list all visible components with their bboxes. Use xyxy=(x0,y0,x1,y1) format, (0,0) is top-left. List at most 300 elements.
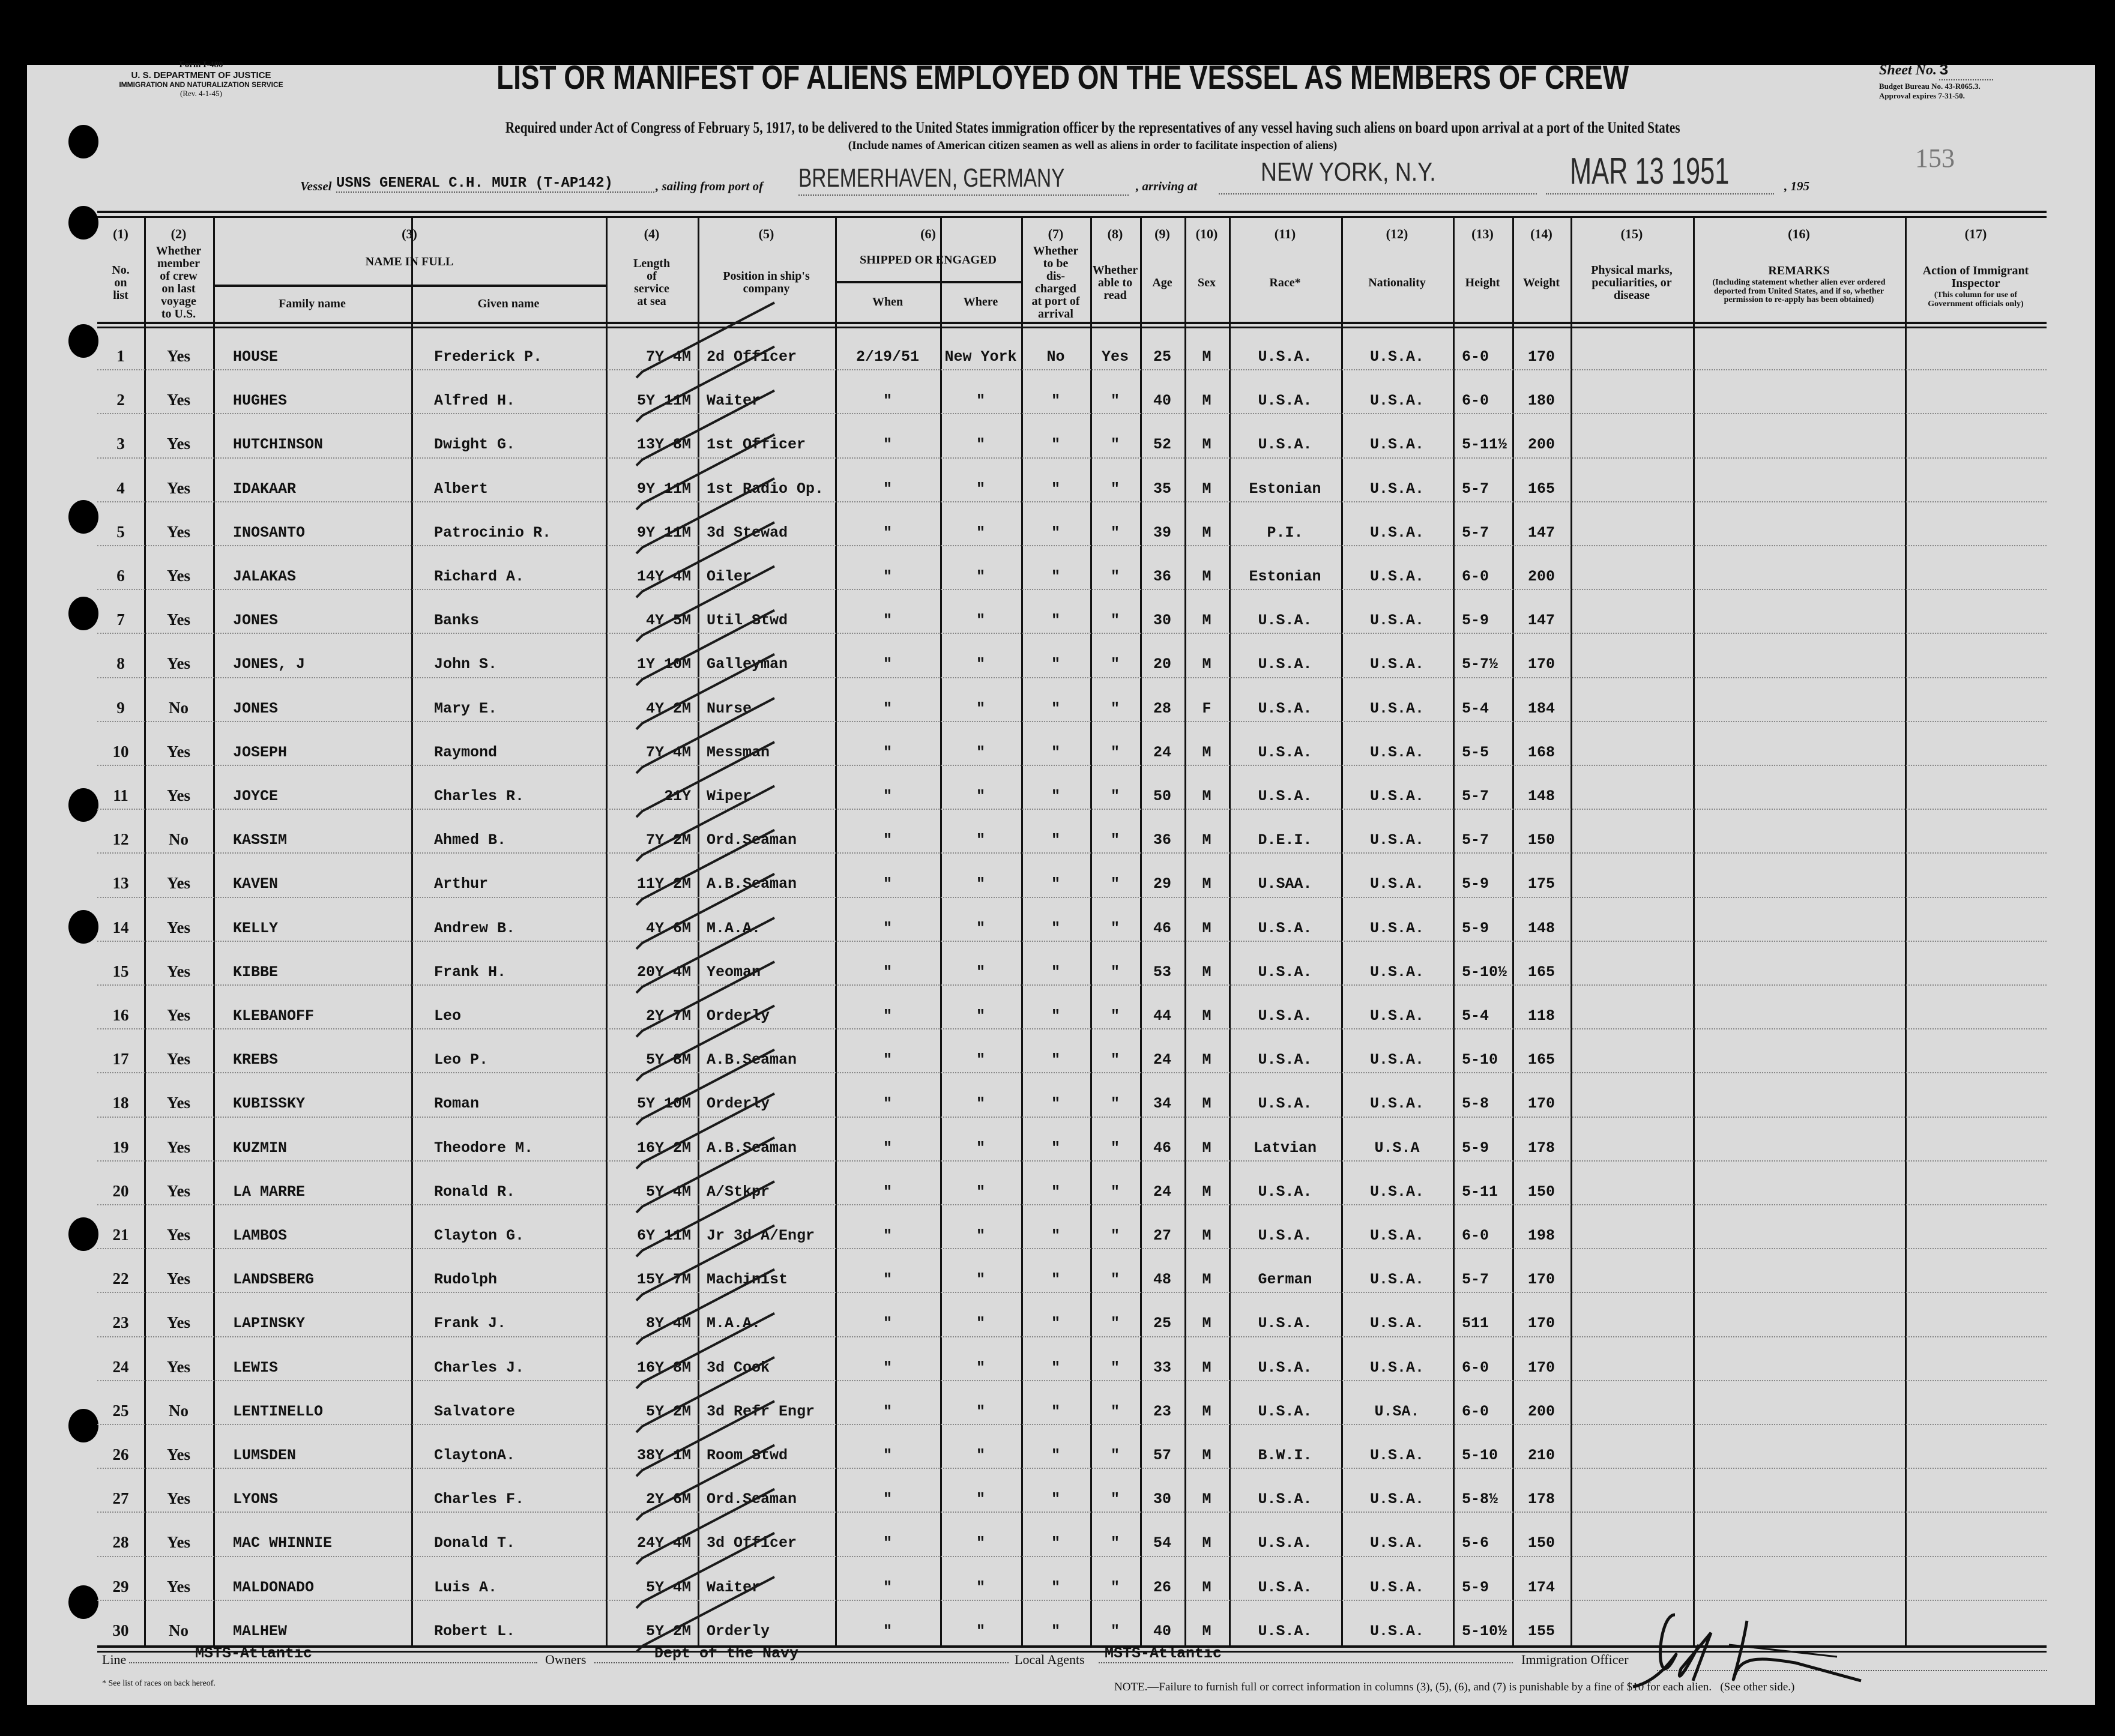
given-name: Robert L. xyxy=(434,1623,516,1640)
age: 54 xyxy=(1153,1534,1171,1552)
age: 25 xyxy=(1153,1315,1171,1332)
service-length: 5Y 11M xyxy=(636,392,691,409)
check-mark-icon xyxy=(636,1050,774,1125)
crew-last-voyage: Yes xyxy=(167,1358,190,1376)
form-department: U. S. DEPARTMENT OF JUSTICE xyxy=(131,70,271,80)
race: Estonian xyxy=(1249,480,1321,498)
check-mark-icon xyxy=(636,1401,774,1476)
sex: M xyxy=(1202,392,1211,409)
to-be-discharged: " xyxy=(1051,1359,1060,1376)
family-name: KELLY xyxy=(233,920,279,937)
age: 36 xyxy=(1153,568,1171,585)
service-length: 16Y 2M xyxy=(636,1139,691,1157)
height: 5-7 xyxy=(1462,831,1489,849)
column-number: (13) xyxy=(1471,226,1494,241)
given-name: Donald T. xyxy=(434,1534,516,1552)
given-name: Patrocinio R. xyxy=(434,524,552,541)
age: 30 xyxy=(1153,612,1171,629)
family-name: JALAKAS xyxy=(233,568,297,585)
nationality: U.S.A. xyxy=(1369,700,1424,717)
column-number: (4) xyxy=(644,226,660,241)
family-name: MALDONADO xyxy=(233,1579,315,1596)
race: U.S.A. xyxy=(1258,1051,1312,1068)
row-number: 18 xyxy=(112,1094,129,1112)
shipped-when: " xyxy=(883,875,892,893)
given-name: Ahmed B. xyxy=(434,831,507,849)
sex: M xyxy=(1202,1183,1211,1201)
race: U.SAA. xyxy=(1258,875,1312,893)
to-be-discharged: " xyxy=(1051,875,1060,893)
position: 3d Cook xyxy=(707,1359,770,1376)
column-label: REMARKS xyxy=(1768,264,1830,278)
given-name: Frank J. xyxy=(434,1315,507,1332)
position: 2d Officer xyxy=(707,348,797,366)
family-name: HOUSE xyxy=(233,348,279,366)
row-number: 21 xyxy=(112,1226,129,1244)
family-name: KAVEN xyxy=(233,875,279,893)
position: Orderly xyxy=(707,1007,770,1025)
check-mark-icon xyxy=(636,830,774,905)
check-mark-icon xyxy=(636,1489,774,1564)
check-mark-icon xyxy=(636,1181,774,1256)
shipped-when: " xyxy=(883,612,892,629)
check-mark-icon xyxy=(636,435,774,510)
family-name: KASSIM xyxy=(233,831,288,849)
able-to-read: " xyxy=(1110,480,1120,498)
shipped-when: " xyxy=(883,1139,892,1157)
check-mark-icon xyxy=(636,1138,774,1213)
given-name: Banks xyxy=(434,612,480,629)
height: 5-9 xyxy=(1462,612,1489,629)
check-mark-icon xyxy=(636,478,774,553)
able-to-read: " xyxy=(1110,1271,1120,1288)
sex: M xyxy=(1202,436,1211,453)
height: 6-0 xyxy=(1462,1227,1489,1244)
row-number: 1 xyxy=(116,347,125,365)
shipped-where: " xyxy=(976,436,985,453)
family-name: LENTINELLO xyxy=(233,1403,324,1420)
form-revision: (Rev. 4-1-45) xyxy=(180,89,222,98)
shipped-where: " xyxy=(976,1051,985,1068)
height: 5-9 xyxy=(1462,875,1489,893)
race: U.S.A. xyxy=(1258,612,1312,629)
sex: M xyxy=(1202,568,1211,585)
crew-last-voyage: Yes xyxy=(167,435,190,453)
column-number: (16) xyxy=(1788,226,1810,241)
able-to-read: " xyxy=(1110,1490,1120,1508)
local-agents-label: Local Agents xyxy=(1015,1652,1085,1667)
sex: M xyxy=(1202,1315,1211,1332)
race: U.S.A. xyxy=(1258,656,1312,673)
check-mark-icon xyxy=(636,1577,774,1652)
service-length: 4Y 2M xyxy=(645,700,691,717)
row-number: 4 xyxy=(116,479,125,497)
position: Orderly xyxy=(707,1095,770,1112)
race: U.S.A. xyxy=(1258,1315,1312,1332)
height: 5-7 xyxy=(1462,524,1489,541)
crew-last-voyage: No xyxy=(169,1621,189,1639)
race: P.I. xyxy=(1267,524,1303,541)
able-to-read: " xyxy=(1110,1227,1120,1244)
age: 53 xyxy=(1153,963,1171,981)
given-name: Frank H. xyxy=(434,963,507,981)
given-name: Mary E. xyxy=(434,700,498,717)
local-agents-value: MSTS-Atlantic xyxy=(1099,1645,1513,1663)
able-to-read: " xyxy=(1110,656,1120,673)
height: 5-10 xyxy=(1462,1051,1498,1068)
shipped-when: " xyxy=(883,524,892,541)
check-mark-icon xyxy=(636,1005,774,1080)
position: Waiter xyxy=(707,1579,761,1596)
row-number: 10 xyxy=(112,743,129,761)
column-label: Sex xyxy=(1198,276,1216,289)
height: 6-0 xyxy=(1462,568,1489,585)
crew-last-voyage: Yes xyxy=(167,874,190,892)
sex: M xyxy=(1202,744,1211,761)
family-name: KIBBE xyxy=(233,963,279,981)
able-to-read: " xyxy=(1110,1403,1120,1420)
row-number: 3 xyxy=(116,435,125,453)
crew-last-voyage: Yes xyxy=(167,962,190,980)
able-to-read: " xyxy=(1110,1315,1120,1332)
height: 6-0 xyxy=(1462,1403,1489,1420)
weight: 148 xyxy=(1527,920,1555,937)
able-to-read: " xyxy=(1110,612,1120,629)
nationality: U.S.A xyxy=(1374,1139,1420,1157)
height: 6-0 xyxy=(1462,392,1489,409)
race: U.S.A. xyxy=(1258,788,1312,805)
able-to-read: Yes xyxy=(1101,348,1129,366)
column-label: SHIPPED OR ENGAGED xyxy=(860,253,997,267)
nationality: U.S.A. xyxy=(1369,568,1424,585)
row-number: 2 xyxy=(116,391,125,409)
age: 39 xyxy=(1153,524,1171,541)
to-be-discharged: " xyxy=(1051,392,1060,409)
nationality: U.S.A. xyxy=(1369,831,1424,849)
subcolumn-header-given: Given name xyxy=(477,297,540,310)
position: A/Stkpr xyxy=(707,1183,770,1201)
service-length: 9Y 11M xyxy=(636,524,691,541)
service-length: 2Y 7M xyxy=(645,1007,691,1025)
year-label: , 195 xyxy=(1784,179,1809,193)
sex: M xyxy=(1202,963,1211,981)
nationality: U.SA. xyxy=(1374,1403,1420,1420)
subcolumn-header-family: Family name xyxy=(279,297,346,310)
shipped-when: " xyxy=(883,1007,892,1025)
weight: 198 xyxy=(1527,1227,1555,1244)
column-label: Position in ship's company xyxy=(723,270,810,296)
family-name: LYONS xyxy=(233,1490,279,1508)
weight: 184 xyxy=(1527,700,1555,717)
race: U.S.A. xyxy=(1258,436,1312,453)
height: 5-10½ xyxy=(1462,963,1507,981)
stamp-number: 153 xyxy=(1915,143,1955,173)
check-mark-icon xyxy=(636,1094,774,1169)
age: 35 xyxy=(1153,480,1171,498)
position: A.B.Seaman xyxy=(707,1139,797,1157)
check-mark-icon xyxy=(636,742,774,817)
sex: M xyxy=(1202,480,1211,498)
age: 34 xyxy=(1153,1095,1171,1112)
column-number: (7) xyxy=(1048,226,1064,241)
row-number: 20 xyxy=(112,1182,129,1200)
form-number: Form I-480 xyxy=(179,60,223,70)
shipped-where: " xyxy=(976,1271,985,1288)
sex: M xyxy=(1202,1095,1211,1112)
nationality: U.S.A. xyxy=(1369,436,1424,453)
race: U.S.A. xyxy=(1258,392,1312,409)
row-number: 29 xyxy=(112,1578,129,1596)
race: U.S.A. xyxy=(1258,920,1312,937)
check-mark-icon xyxy=(636,1313,774,1388)
age: 46 xyxy=(1153,920,1171,937)
family-name: JONES xyxy=(233,700,279,717)
crew-last-voyage: Yes xyxy=(167,1533,190,1551)
position: Nurse xyxy=(707,700,752,717)
to-be-discharged: " xyxy=(1051,700,1060,717)
nationality: U.S.A. xyxy=(1369,1095,1424,1112)
column-number: (3) xyxy=(402,226,417,241)
shipped-where: " xyxy=(976,1403,985,1420)
shipped-when: " xyxy=(883,700,892,717)
sex: M xyxy=(1202,831,1211,849)
check-mark-icon xyxy=(636,1445,774,1520)
position: Machinist xyxy=(707,1271,788,1288)
family-name: JOYCE xyxy=(233,788,279,805)
nationality: U.S.A. xyxy=(1369,1623,1424,1640)
position: Waiter xyxy=(707,392,761,409)
height: 5-10 xyxy=(1462,1447,1498,1464)
sex: M xyxy=(1202,788,1211,805)
nationality: U.S.A. xyxy=(1369,1007,1424,1025)
able-to-read: " xyxy=(1110,875,1120,893)
family-name: KUZMIN xyxy=(233,1139,288,1157)
to-be-discharged: " xyxy=(1051,1403,1060,1420)
sailing-from-port: BREMERHAVEN, GERMANY xyxy=(798,163,1065,193)
nationality: U.S.A. xyxy=(1369,963,1424,981)
column-label: NAME IN FULL xyxy=(365,255,454,268)
crew-last-voyage: Yes xyxy=(167,654,190,672)
arrival-date: MAR 13 1951 xyxy=(1570,151,1730,192)
nationality: U.S.A. xyxy=(1369,920,1424,937)
owners-label: Owners xyxy=(545,1652,587,1667)
owners-value: Dept of the Navy xyxy=(594,1645,1009,1663)
to-be-discharged: " xyxy=(1051,1534,1060,1552)
column-number: (17) xyxy=(1964,226,1987,241)
crew-last-voyage: Yes xyxy=(167,918,190,936)
nationality: U.S.A. xyxy=(1369,1315,1424,1332)
row-number: 22 xyxy=(112,1270,129,1288)
crew-last-voyage: Yes xyxy=(167,1578,190,1596)
service-length: 7Y 4M xyxy=(645,348,691,366)
family-name: JONES xyxy=(233,612,279,629)
shipped-where: New York xyxy=(944,348,1017,366)
approval-expiry: Approval expires 7-31-50. xyxy=(1879,91,1965,100)
shipped-when: " xyxy=(883,1403,892,1420)
crew-last-voyage: Yes xyxy=(167,1226,190,1244)
given-name: Luis A. xyxy=(434,1579,498,1596)
family-name: LUMSDEN xyxy=(233,1447,297,1464)
age: 50 xyxy=(1153,788,1171,805)
shipped-when: " xyxy=(883,1183,892,1201)
service-length: 7Y 2M xyxy=(645,831,691,849)
column-number: (10) xyxy=(1195,226,1218,241)
to-be-discharged: " xyxy=(1051,568,1060,585)
check-mark-icon xyxy=(636,654,774,729)
shipped-where: " xyxy=(976,920,985,937)
position: Orderly xyxy=(707,1623,770,1640)
position: Wiper xyxy=(707,788,752,805)
weight: 180 xyxy=(1527,392,1555,409)
able-to-read: " xyxy=(1110,1007,1120,1025)
position: Room Stwd xyxy=(707,1447,788,1464)
shipped-when: " xyxy=(883,831,892,849)
height: 5-7 xyxy=(1462,1271,1489,1288)
instruction: (Include names of American citizen seamen as well as aliens in order to facilitate inspection of aliens) xyxy=(848,139,1338,152)
shipped-where: " xyxy=(976,1227,985,1244)
crew-last-voyage: Yes xyxy=(167,610,190,628)
to-be-discharged: " xyxy=(1051,1051,1060,1068)
row-number: 25 xyxy=(112,1402,129,1420)
position: A.B.Seaman xyxy=(707,1051,797,1068)
check-mark-icon xyxy=(636,610,774,686)
able-to-read: " xyxy=(1110,963,1120,981)
column-sublabel: (Including statement whether alien ever ordered deported from United States, and if so, whether permission to re-apply has been obtained) xyxy=(1712,278,1886,305)
shipped-where: " xyxy=(976,1490,985,1508)
nationality: U.S.A. xyxy=(1369,392,1424,409)
service-length: 7Y 4M xyxy=(645,744,691,761)
shipped-when: " xyxy=(883,1227,892,1244)
column-number: (6) xyxy=(920,226,936,241)
crew-last-voyage: Yes xyxy=(167,743,190,761)
service-length: 13Y 8M xyxy=(636,436,691,453)
weight: 170 xyxy=(1527,656,1555,673)
service-length: 14Y 4M xyxy=(636,568,691,585)
given-name: Salvatore xyxy=(434,1403,516,1420)
given-name: Rudolph xyxy=(434,1271,498,1288)
to-be-discharged: " xyxy=(1051,524,1060,541)
column-label: Race* xyxy=(1269,276,1301,289)
nationality: U.S.A. xyxy=(1369,1534,1424,1552)
position: 1st Officer xyxy=(707,436,806,453)
sex: M xyxy=(1202,920,1211,937)
given-name: Albert xyxy=(434,480,489,498)
weight: 170 xyxy=(1527,1271,1555,1288)
page-title: LIST OR MANIFEST OF ALIENS EMPLOYED ON THE VESSEL AS MEMBERS OF CREW xyxy=(496,58,1629,96)
crew-last-voyage: Yes xyxy=(167,391,190,409)
crew-last-voyage: Yes xyxy=(167,1138,190,1156)
shipped-where: " xyxy=(976,831,985,849)
position: Ord.Seaman xyxy=(707,1490,797,1508)
family-name: KREBS xyxy=(233,1051,279,1068)
race: German xyxy=(1258,1271,1312,1288)
sex: M xyxy=(1202,1623,1211,1640)
weight: 200 xyxy=(1527,436,1555,453)
height: 5-9 xyxy=(1462,1139,1489,1157)
given-name: Andrew B. xyxy=(434,920,516,937)
column-label: Whether to be dis- charged at port of arrival xyxy=(1031,244,1080,321)
position: M.A.A. xyxy=(707,920,761,937)
height: 6-0 xyxy=(1462,1359,1489,1376)
family-name: INOSANTO xyxy=(233,524,306,541)
crew-last-voyage: Yes xyxy=(167,479,190,497)
family-name: KLEBANOFF xyxy=(233,1007,315,1025)
height: 5-11½ xyxy=(1462,436,1507,453)
sex: M xyxy=(1202,656,1211,673)
check-mark-icon xyxy=(636,346,774,421)
age: 57 xyxy=(1153,1447,1171,1464)
given-name: Charles J. xyxy=(434,1359,525,1376)
weight: 165 xyxy=(1527,1051,1555,1068)
shipped-where: " xyxy=(976,875,985,893)
age: 48 xyxy=(1153,1271,1171,1288)
column-number: (2) xyxy=(170,226,187,241)
weight: 148 xyxy=(1527,788,1555,805)
able-to-read: " xyxy=(1110,1534,1120,1552)
to-be-discharged: " xyxy=(1051,1095,1060,1112)
given-name: Roman xyxy=(434,1095,480,1112)
sex: M xyxy=(1202,1490,1211,1508)
family-name: JONES, J xyxy=(233,656,306,673)
nationality: U.S.A. xyxy=(1369,480,1424,498)
able-to-read: " xyxy=(1110,700,1120,717)
sex: M xyxy=(1202,1534,1211,1552)
service-length: 1Y 10M xyxy=(636,656,691,673)
check-mark-icon xyxy=(636,391,774,466)
race: U.S.A. xyxy=(1258,1403,1312,1420)
row-number: 8 xyxy=(116,654,125,672)
to-be-discharged: " xyxy=(1051,1227,1060,1244)
position: 3d Stewad xyxy=(707,524,788,541)
age: 52 xyxy=(1153,436,1171,453)
to-be-discharged: " xyxy=(1051,656,1060,673)
service-length: 5Y 8M xyxy=(645,1051,691,1068)
vessel-name: USNS GENERAL C.H. MUIR (T-AP142) xyxy=(336,175,654,193)
shipped-when: 2/19/51 xyxy=(855,348,920,366)
height: 5-8½ xyxy=(1462,1490,1498,1508)
position: Jr 3d A/Engr xyxy=(707,1227,815,1244)
service-length: 11Y 2M xyxy=(636,875,691,893)
shipped-where: " xyxy=(976,788,985,805)
crew-last-voyage: Yes xyxy=(167,1050,190,1068)
family-name: LA MARRE xyxy=(233,1183,306,1201)
able-to-read: " xyxy=(1110,744,1120,761)
family-name: MAC WHINNIE xyxy=(233,1534,333,1552)
column-label: Nationality xyxy=(1368,276,1426,289)
race: U.S.A. xyxy=(1258,744,1312,761)
sex: M xyxy=(1202,1139,1211,1157)
check-mark-icon xyxy=(636,874,774,949)
shipped-where: " xyxy=(976,1359,985,1376)
to-be-discharged: " xyxy=(1051,1271,1060,1288)
position: M.A.A. xyxy=(707,1315,761,1332)
weight: 118 xyxy=(1527,1007,1555,1025)
shipped-when: " xyxy=(883,1579,892,1596)
shipped-where: " xyxy=(976,1579,985,1596)
service-length: 4Y 6M xyxy=(645,920,691,937)
service-length: 20Y 4M xyxy=(636,963,691,981)
shipped-when: " xyxy=(883,436,892,453)
check-mark-icon xyxy=(636,698,774,773)
weight: 165 xyxy=(1527,963,1555,981)
to-be-discharged: No xyxy=(1046,348,1065,366)
race: U.S.A. xyxy=(1258,1227,1312,1244)
row-number: 12 xyxy=(112,830,129,848)
able-to-read: " xyxy=(1110,788,1120,805)
age: 23 xyxy=(1153,1403,1171,1420)
sex: M xyxy=(1202,612,1211,629)
shipped-when: " xyxy=(883,1315,892,1332)
